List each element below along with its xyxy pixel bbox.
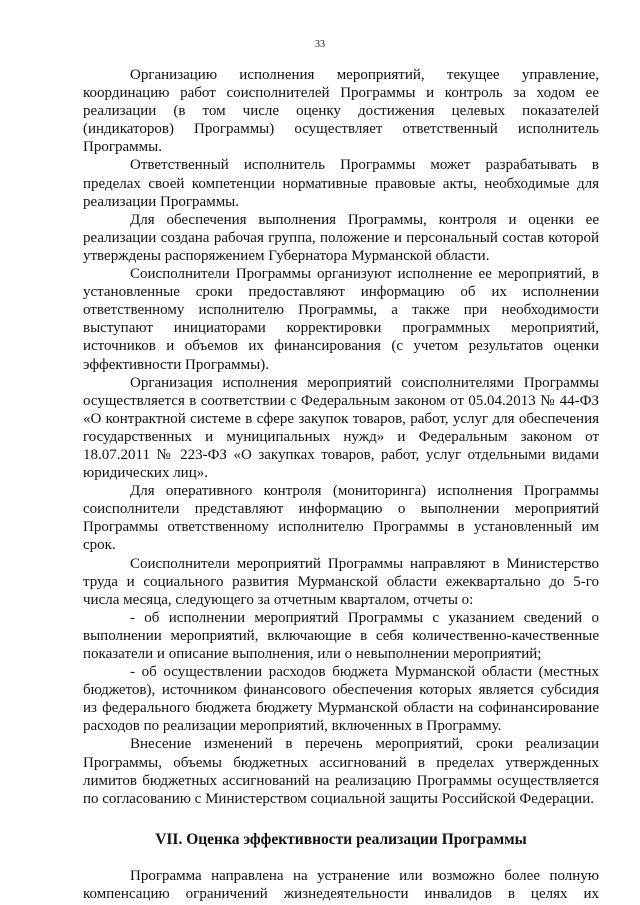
- page-number: 33: [315, 39, 325, 50]
- paragraph: Для оперативного контроля (мониторинга) исполнения Программы соисполнители представляют информацию о выполнении мероприятий Программы ответственному исполнителю Программы в установленный им срок.: [83, 483, 599, 554]
- paragraph: Соисполнители мероприятий Программы направляют в Министерство труда и социального развития Мурманской области ежеквартально до 5-го числа месяца, следующего за отчетным кварталом, отчеты о:: [83, 555, 599, 608]
- list-item: - об осуществлении расходов бюджета Мурманской области (местных бюджетов), источником финансового обеспечения которых является субсидия из федерального бюджета бюджету Мурманской области на софинансирование расходов по реализации мероприятий, включенных в Программу.: [83, 664, 599, 735]
- paragraph: Соисполнители Программы организуют исполнение ее мероприятий, в установленные сроки предоставляют информацию об их исполнении ответственному исполнителю Программы, а также при необходимости выступают инициаторами корректировки программных мероприятий, источников и объемов их финансирования (с учетом результатов оценки эффективности Программы).: [83, 266, 599, 373]
- paragraph: Ответственный исполнитель Программы может разрабатывать в пределах своей компетенции нормативные правовые акты, необходимые для реализации Программы.: [83, 157, 599, 210]
- section-heading: VII. Оценка эффективности реализации Программы: [155, 830, 527, 848]
- paragraph: Внесение изменений в перечень мероприятий, сроки реализации Программы, объемы бюджетных ассигнований в пределах утвержденных лимитов бюджетных ассигнований на реализацию Программы осуществляется по согласованию с Министерством социальной защиты Российской Федерации.: [83, 736, 599, 807]
- paragraph: Организация исполнения мероприятий соисполнителями Программы осуществляется в соответствии с Федеральным законом от 05.04.2013 № 44-ФЗ «О контрактной системе в сфере закупок товаров, работ, услуг для обеспечения государственных и муниципальных нужд» и Федеральным законом от 18.07.2011 № 223-ФЗ «О закупках товаров, работ, услуг отдельными видами юридических лиц».: [83, 374, 599, 482]
- document-body: [83, 66, 599, 903]
- paragraph: Программа направлена на устранение или возможно более полную компенсацию ограничений жизнедеятельности инвалидов в целях их: [83, 867, 599, 902]
- paragraph: Организацию исполнения мероприятий, текущее управление, координацию работ соисполнителей Программы и контроль за ходом ее реализации (в том числе оценку достижения целевых показателей (индикаторов) Программы) осуществляет ответственный исполнитель Программы.: [83, 67, 599, 156]
- list-item: - об исполнении мероприятий Программы с указанием сведений о выполнении мероприятий, включающие в себя количественно-качественные показатели и описание выполнения, или о невыполнении мероприятий;: [83, 609, 599, 662]
- paragraph: Для обеспечения выполнения Программы, контроля и оценки ее реализации создана рабочая группа, положение и персональный состав которой утверждены распоряжением Губернатора Мурманской области.: [83, 211, 599, 264]
